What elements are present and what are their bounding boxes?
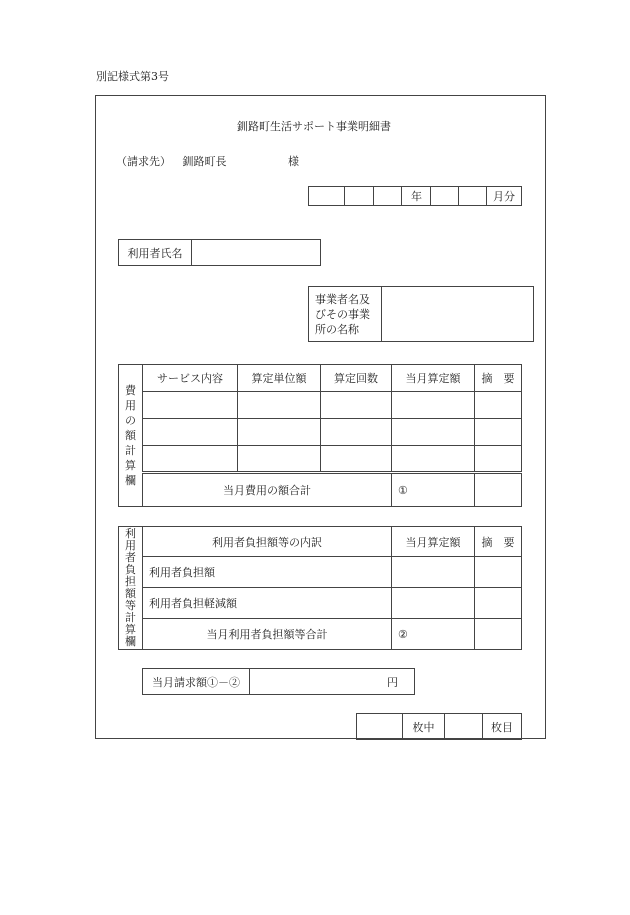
count-cell[interactable] [321,446,392,473]
header-burden-breakdown: 利用者負担額等の内訳 [143,527,392,557]
user-name-label: 利用者氏名 [119,240,192,266]
cost-calculation-table [118,364,522,507]
user-name-field[interactable] [192,240,321,266]
year-digit-cell-2[interactable] [373,187,402,206]
header-remarks: 摘 要 [475,365,522,392]
header-burden-remarks: 摘 要 [475,527,522,557]
unit-amount-cell[interactable] [238,446,321,473]
header-monthly-amount: 当月算定額 [392,365,475,392]
current-page-label: 枚目 [483,714,522,740]
monthly-amount-cell[interactable] [392,446,475,473]
month-label: 月分 [487,187,522,206]
form-number-label: 別記様式第3号 [96,70,169,83]
burden-side-char: 利 [125,527,136,540]
billing-amount-field[interactable] [250,669,415,695]
service-content-cell[interactable] [143,392,238,419]
cost-side-char: 計 [125,444,136,457]
unit-amount-cell[interactable] [238,392,321,419]
provider-label-line-1: 事業者名及 [315,292,370,306]
cost-side-char: 欄 [125,474,136,487]
monthly-amount-cell[interactable] [392,392,475,419]
provider-label-line-3: 所の名称 [315,322,359,336]
cost-row [119,419,522,446]
count-cell[interactable] [321,419,392,446]
yen-unit: 円 [387,675,398,689]
burden-reduction-remarks-cell[interactable] [475,588,522,619]
remarks-cell[interactable] [475,392,522,419]
burden-total-label: 当月利用者負担額等合計 [143,619,392,650]
month-digit-cell-2[interactable] [459,187,487,206]
header-count: 算定回数 [321,365,392,392]
total-pages-field[interactable] [357,714,403,740]
cost-side-char: 算 [125,459,136,472]
burden-reduction-amount-cell[interactable] [392,588,475,619]
year-digit-cell-1[interactable] [344,187,373,206]
provider-label [309,287,382,342]
document-title: 釧路町生活サポート事業明細書 [237,120,391,133]
service-content-cell[interactable] [143,446,238,473]
cost-total-mark: ① [398,483,408,497]
monthly-amount-cell[interactable] [392,419,475,446]
cost-side-char: の [125,414,136,427]
billing-amount-table [142,668,415,695]
cost-row [119,446,522,473]
header-unit-amount: 算定単位額 [238,365,321,392]
cost-side-char: 費 [125,384,136,397]
burden-row [119,588,522,619]
cost-side-char: 用 [125,399,136,412]
count-cell[interactable] [321,392,392,419]
burden-total-remarks[interactable] [475,619,522,650]
cost-total-amount[interactable] [392,473,475,507]
burden-row [119,557,522,588]
burden-side-char: 者 [125,551,136,564]
burden-side-char: 算 [125,623,136,636]
recipient-prefix: （請求先） [116,155,171,168]
date-table [308,186,522,206]
user-burden-amount-cell[interactable] [392,557,475,588]
year-label: 年 [402,187,431,206]
burden-side-char: 用 [125,539,136,552]
recipient-line [116,153,299,169]
burden-side-char: 等 [125,599,136,612]
provider-table [308,286,534,342]
cost-total-row [119,473,522,507]
service-content-cell[interactable] [143,419,238,446]
cost-row [119,392,522,419]
unit-amount-cell[interactable] [238,419,321,446]
burden-total-amount[interactable] [392,619,475,650]
billing-amount-label: 当月請求額①－② [143,669,250,695]
burden-reduction-label: 利用者負担軽減額 [143,588,392,619]
burden-side-char: 担 [125,575,136,588]
cost-total-remarks[interactable] [475,473,522,507]
cost-total-label: 当月費用の額合計 [143,473,392,507]
burden-total-row [119,619,522,650]
user-burden-table [118,526,522,650]
page-counter-table [356,713,522,740]
provider-label-line-2: びその事業 [315,307,370,321]
burden-side-char: 計 [125,611,136,624]
header-burden-monthly-amount: 当月算定額 [392,527,475,557]
recipient-name: 釧路町長 [182,155,227,168]
user-name-table [118,239,321,266]
header-service-content: サービス内容 [143,365,238,392]
burden-total-mark: ② [398,627,408,641]
era-cell[interactable] [309,187,345,206]
remarks-cell[interactable] [475,446,522,473]
cost-side-char: 額 [125,429,136,442]
total-pages-label: 枚中 [403,714,445,740]
burden-side-char: 欄 [125,635,136,648]
remarks-cell[interactable] [475,419,522,446]
user-burden-label: 利用者負担額 [143,557,392,588]
user-burden-remarks-cell[interactable] [475,557,522,588]
month-digit-cell-1[interactable] [431,187,459,206]
current-page-field[interactable] [445,714,483,740]
burden-side-char: 額 [125,587,136,600]
burden-side-char: 負 [125,563,136,576]
burden-side-label [119,527,143,650]
provider-name-field[interactable] [382,287,534,342]
recipient-honorific: 様 [288,155,299,168]
cost-side-label [119,365,143,507]
